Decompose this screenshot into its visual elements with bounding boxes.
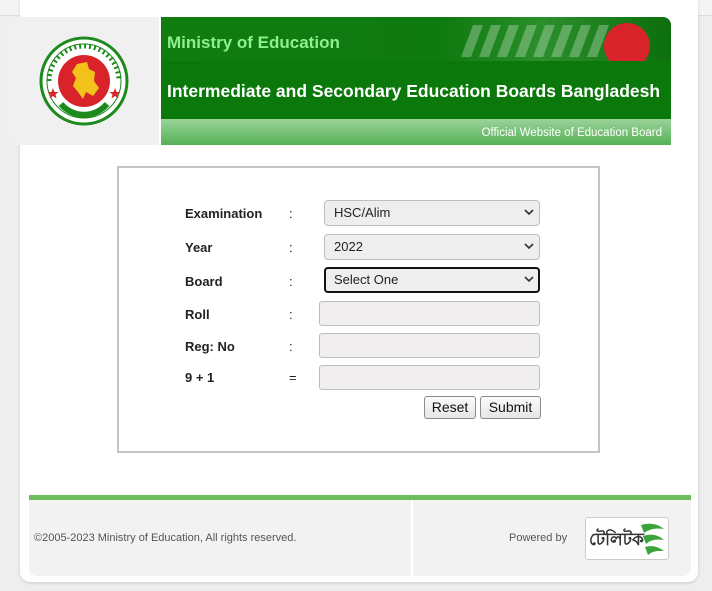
board-selected-value: Select One bbox=[334, 272, 399, 287]
footer-separator bbox=[411, 500, 413, 576]
examination-selected-value: HSC/Alim bbox=[334, 205, 391, 220]
ministry-title: Ministry of Education bbox=[167, 33, 340, 52]
reg-no-label: Reg: No bbox=[185, 339, 235, 354]
colon-separator: : bbox=[289, 307, 293, 322]
captcha-label: 9 + 1 bbox=[185, 370, 215, 385]
site-footer bbox=[29, 500, 691, 576]
year-selected-value: 2022 bbox=[334, 239, 363, 254]
roll-label: Roll bbox=[185, 307, 210, 322]
examination-label: Examination bbox=[185, 206, 263, 221]
teletalk-swoosh-icon bbox=[638, 521, 666, 557]
teletalk-logo-text: টেলিটক bbox=[589, 530, 644, 549]
chevron-down-icon bbox=[524, 209, 534, 216]
result-search-form bbox=[117, 166, 600, 453]
equals-sign: = bbox=[289, 370, 297, 385]
boards-title: Intermediate and Secondary Education Boards Bangladesh bbox=[167, 81, 661, 101]
powered-by-text: Powered by bbox=[509, 532, 568, 544]
board-label: Board bbox=[185, 274, 223, 289]
teletalk-logo[interactable] bbox=[585, 517, 669, 560]
logo-panel bbox=[9, 17, 159, 145]
colon-separator: : bbox=[289, 206, 293, 221]
reset-button[interactable]: Reset bbox=[424, 396, 476, 419]
site-header bbox=[9, 17, 671, 145]
year-label: Year bbox=[185, 240, 213, 255]
roll-input[interactable] bbox=[319, 301, 540, 326]
chevron-down-icon bbox=[524, 243, 534, 250]
official-website-text: Official Website of Education Board bbox=[481, 127, 662, 139]
captcha-answer-input[interactable] bbox=[319, 365, 540, 390]
submit-button[interactable]: Submit bbox=[480, 396, 541, 419]
colon-separator: : bbox=[289, 240, 293, 255]
chevron-down-icon bbox=[524, 276, 534, 283]
year-select[interactable] bbox=[324, 234, 540, 260]
bangladesh-government-emblem-icon bbox=[39, 36, 129, 126]
board-select[interactable] bbox=[324, 267, 540, 293]
copyright-text: ©2005-2023 Ministry of Education, All rights reserved. bbox=[34, 532, 297, 544]
examination-select[interactable] bbox=[324, 200, 540, 226]
colon-separator: : bbox=[289, 339, 293, 354]
decorative-stripes-icon bbox=[461, 25, 611, 57]
colon-separator: : bbox=[289, 274, 293, 289]
reg-no-input[interactable] bbox=[319, 333, 540, 358]
header-banner bbox=[161, 17, 671, 145]
